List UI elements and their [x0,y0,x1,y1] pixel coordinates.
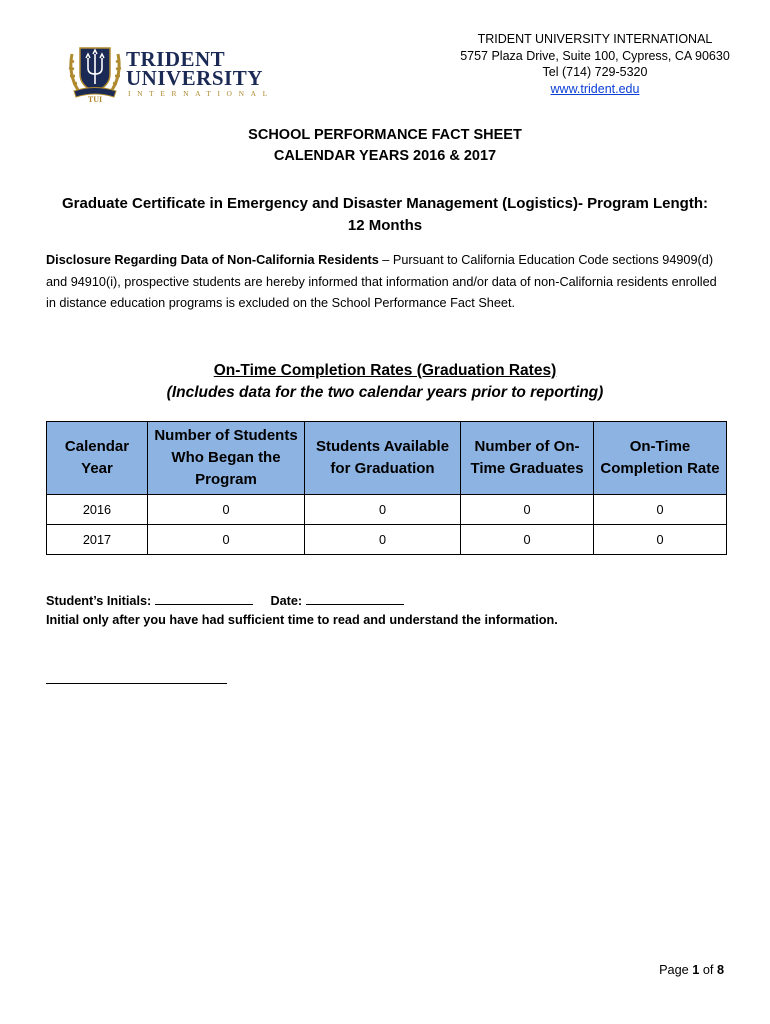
page-of: of [699,963,717,977]
initials-label: Student’s Initials: [46,594,152,608]
table-row [47,495,727,525]
initials-instruction: Initial only after you have had sufficient time to read and understand the information. [46,613,558,627]
institution-name: TRIDENT UNIVERSITY INTERNATIONAL [477,32,713,46]
title-line-1: SCHOOL PERFORMANCE FACT SHEET [248,127,522,143]
table-cell: 0 [594,525,727,555]
completion-rates-heading: On-Time Completion Rates (Graduation Rates) [213,362,557,379]
logo-word-trident: TRIDENT [126,47,226,71]
header-students-available: Students Available for Graduation [305,422,461,495]
completion-rates-subheading: (Includes data for the two calendar years prior to reporting) [166,384,604,401]
table-header-row [47,422,727,495]
initials-block [46,592,558,630]
logo-word-international: INTERNATIONAL [128,89,274,98]
signature-line[interactable] [46,683,227,684]
table-row [47,525,727,555]
header-calendar-year: Calendar Year [47,422,148,495]
university-logo [66,44,274,104]
title-line-2: CALENDAR YEARS 2016 & 2017 [273,148,497,164]
date-label: Date: [270,594,303,608]
logo-word-university: UNIVERSITY [126,66,263,90]
completion-rates-table [46,421,727,555]
phone-number: Tel (714) 729-5320 [542,65,648,79]
program-line-1: Graduate Certificate in Emergency and Disaster Management (Logistics)- Program Length: [62,195,708,212]
table-cell: 2017 [47,525,148,555]
svg-text:TUI: TUI [87,95,103,104]
initials-field[interactable] [155,592,253,605]
street-address: 5757 Plaza Drive, Suite 100, Cypress, CA 90630 [460,48,730,63]
page-number [659,963,724,977]
table-cell: 0 [305,525,461,555]
date-field[interactable] [306,592,404,605]
trident-crest-icon [66,44,124,104]
disclosure-paragraph [46,250,726,315]
address-block [440,31,750,97]
table-cell: 0 [148,495,305,525]
page-prefix: Page [659,963,693,977]
disclosure-body: – Pursuant to California Education Code sections 94909(d) and 94910(i), prospective students are hereby informed that information and/or data of non-California residents enrolled in distance education programs is excluded on the School Performance Fact Sheet. [46,253,717,310]
page-current: 1 [692,963,700,977]
section-heading [0,360,770,404]
header-on-time-graduates: Number of On-Time Graduates [461,422,594,495]
document-title [0,125,770,167]
table-cell: 2016 [47,495,148,525]
table-cell: 0 [461,495,594,525]
disclosure-heading: Disclosure Regarding Data of Non-California Residents [46,253,379,267]
website-link[interactable]: www.trident.edu [550,81,640,96]
page-total: 8 [716,963,724,977]
header-students-began: Number of Students Who Began the Program [148,422,305,495]
table-cell: 0 [461,525,594,555]
table-cell: 0 [148,525,305,555]
table-cell: 0 [305,495,461,525]
program-line-2: 12 Months [347,217,423,234]
header-completion-rate: On-Time Completion Rate [594,422,727,495]
table-cell: 0 [594,495,727,525]
program-title [40,193,730,237]
